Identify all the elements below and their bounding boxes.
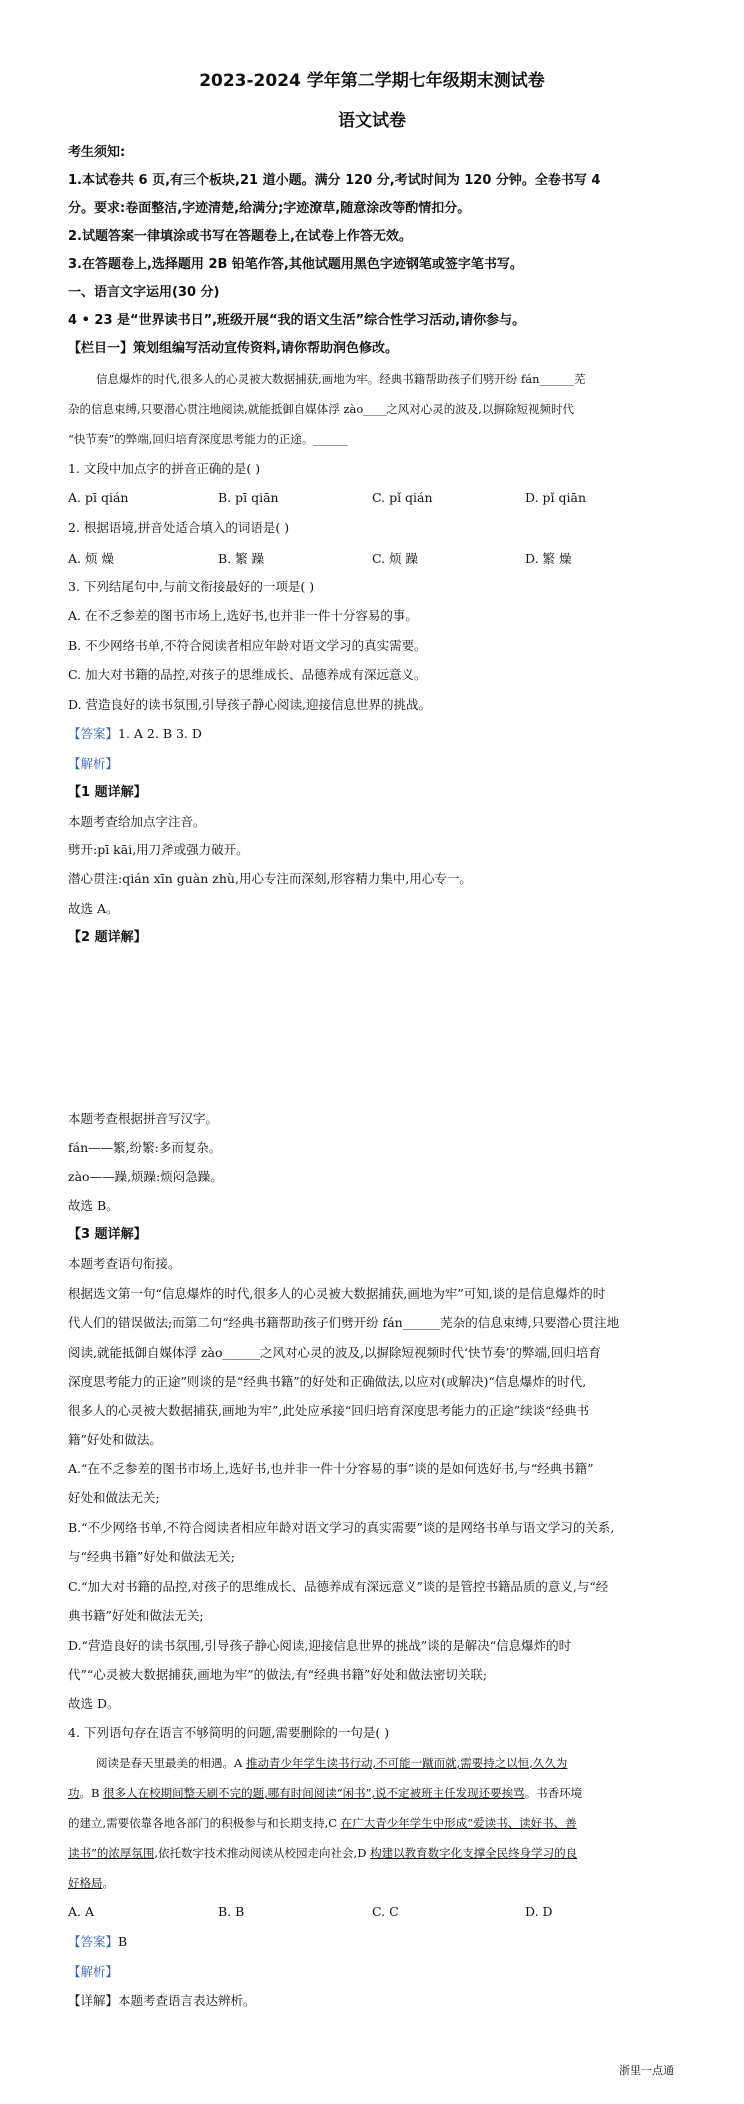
detail-4: 【详解】本题考查语言表达辨析。 xyxy=(68,1993,256,2008)
notice-line-1: 1.本试卷共 6 页,有三个板块,21 道小题。满分 120 分,考试时间为 120 分钟。全卷书写 4 xyxy=(68,173,601,188)
detail-3-line-15: 代”“心灵被大数据捕获,画地为牢”的做法,有“经典书籍”好处和做法密切关联; xyxy=(68,1667,488,1682)
detail-3-line-6: 很多人的心灵被大数据捕获,画地为牢”,此处应承接“回归培育深度思考能力的正途”续谈“经典书 xyxy=(68,1403,590,1418)
q2-option-a: A. 烦 燥 xyxy=(68,551,114,566)
activity-intro: 4 • 23 是“世界读书日”,班级开展“我的语文生活”综合性学习活动,请你参与。 xyxy=(68,313,526,328)
q3-stem: 3. 下列结尾句中,与前文衔接最好的一项是( ) xyxy=(68,579,315,594)
q1-option-a: A. pī qián xyxy=(68,490,129,505)
detail-2-line-3: zào——躁,烦躁:烦闷急躁。 xyxy=(68,1169,223,1184)
q1-option-b: B. pī qiān xyxy=(218,490,279,505)
q4-sentence-a-end: 功 xyxy=(68,1786,80,1800)
detail-3-line-13: 典书籍”好处和做法无关; xyxy=(68,1608,204,1623)
detail-3-line-3: 代人们的错误做法;而第二句“经典书籍帮助孩子们劈开纷 fán______芜杂的信息束缚,只要潜心贯注地 xyxy=(68,1315,620,1330)
q4-p5-plain: 。 xyxy=(102,1876,114,1890)
detail-3-line-16: 故选 D。 xyxy=(68,1696,120,1711)
detail-2-heading: 【2 题详解】 xyxy=(68,930,147,945)
answer-4-label: 【答案】 xyxy=(68,1934,119,1949)
q4-stem: 4. 下列语句存在语言不够简明的问题,需要删除的一句是( ) xyxy=(68,1725,390,1740)
q4-sentence-d-end: 好格局 xyxy=(68,1876,103,1890)
footer-brand: 浙里一点通 xyxy=(619,2064,674,2077)
detail-1-heading: 【1 题详解】 xyxy=(68,785,147,800)
q1-stem: 1. 文段中加点字的拼音正确的是( ) xyxy=(68,461,261,476)
detail-1-line-2: 劈开:pī kāi,用刀斧或强力破开。 xyxy=(68,842,249,857)
q4-p2-plain: 。B xyxy=(79,1786,104,1800)
notice-line-3: 2.试题答案一律填涂或书写在答题卷上,在试卷上作答无效。 xyxy=(68,229,412,244)
q4-option-b: B. B xyxy=(218,1904,245,1919)
q4-p4-plain: ,依托数字技术推动阅读从校园走向社会,D xyxy=(154,1846,371,1860)
detail-3-line-7: 籍”好处和做法。 xyxy=(68,1432,162,1447)
q4-sentence-b: 很多人在校期间整天刷不完的题,哪有时间阅读“闲书”,说不定被班主任发现还要挨骂 xyxy=(103,1786,525,1800)
q4-sentence-d: 构建以教育数字化支撑全民终身学习的良 xyxy=(370,1846,578,1860)
q4-p2-tail: 。书香环境 xyxy=(524,1786,583,1800)
answer-text: 1. A 2. B 3. D xyxy=(118,726,202,741)
q4-passage-line-3 xyxy=(68,1814,688,1832)
notice-line-4: 3.在答题卷上,选择题用 2B 铅笔作答,其他试题用黑色字迹钢笔或签字笔书写。 xyxy=(68,257,523,272)
notice-heading: 考生须知: xyxy=(68,145,126,160)
detail-3-line-11: 与“经典书籍”好处和做法无关; xyxy=(68,1549,235,1564)
q4-sentence-a: 推动青少年学生读书行动,不可能一蹴而就,需要持之以恒,久久为 xyxy=(245,1756,568,1770)
q4-sentence-c-end: 读书”的浓厚氛围 xyxy=(68,1846,155,1860)
q2-option-b: B. 繁 躁 xyxy=(218,551,265,566)
detail-1-line-1: 本题考查给加点字注音。 xyxy=(68,814,206,829)
detail-3-line-8: A.“在不乏参差的图书市场上,选好书,也并非一件十分容易的事”谈的是如何选好书,与“经典书籍” xyxy=(68,1461,594,1476)
q3-option-d: D. 营造良好的读书氛围,引导孩子静心阅读,迎接信息世界的挑战。 xyxy=(68,697,431,712)
passage-line-2: 杂的信息束缚,只要潜心贯注地阅读,就能抵御自媒体浮 zào____之风对心灵的波及,以摒除短视频时代 xyxy=(68,402,574,416)
answer-4 xyxy=(68,1933,688,1951)
q4-option-d: D. D xyxy=(525,1904,553,1919)
detail-3-line-1: 本题考查语句衔接。 xyxy=(68,1256,181,1271)
detail-2-line-2: fán——繁,纷繁:多而复杂。 xyxy=(68,1140,222,1155)
detail-3-line-9: 好处和做法无关; xyxy=(68,1490,160,1505)
q3-option-c: C. 加大对书籍的品控,对孩子的思维成长、品德养成有深远意义。 xyxy=(68,667,427,682)
q4-option-c: C. C xyxy=(372,1904,399,1919)
q4-sentence-c: 在广大青少年学生中形成“爱读书、读好书、善 xyxy=(340,1816,577,1830)
exam-subtitle: 语文试卷 xyxy=(338,111,406,131)
answer-1-3 xyxy=(68,725,688,743)
column-one-heading: 【栏目一】策划组编写活动宣传资料,请你帮助润色修改。 xyxy=(68,341,398,356)
q4-passage-line-1 xyxy=(96,1754,716,1772)
q3-option-b: B. 不少网络书单,不符合阅读者相应年龄对语文学习的真实需要。 xyxy=(68,638,427,653)
analysis-4-label: 【解析】 xyxy=(68,1964,119,1979)
detail-3-line-12: C.“加大对书籍的品控,对孩子的思维成长、品德养成有深远意义”谈的是管控书籍品质的意义,与“经 xyxy=(68,1579,609,1594)
q4-passage-line-4 xyxy=(68,1844,688,1862)
detail-3-heading: 【3 题详解】 xyxy=(68,1227,147,1242)
detail-1-line-4: 故选 A。 xyxy=(68,901,119,916)
detail-3-line-2: 根据选文第一句“信息爆炸的时代,很多人的心灵被大数据捕获,画地为牢”可知,谈的是信息爆炸的时 xyxy=(68,1286,606,1301)
detail-3-line-10: B.“不少网络书单,不符合阅读者相应年龄对语文学习的真实需要”谈的是网络书单与语文学习的关系, xyxy=(68,1520,615,1535)
passage-line-3: “快节奏”的弊端,回归培育深度思考能力的正途。______ xyxy=(68,432,348,446)
detail-3-line-4: 阅读,就能抵御自媒体浮 zào______之风对心灵的波及,以摒除短视频时代‘快节奏’的弊端,回归培育 xyxy=(68,1345,601,1360)
detail-2-line-4: 故选 B。 xyxy=(68,1198,119,1213)
q4-option-a: A. A xyxy=(68,1904,95,1919)
q4-p3-plain: 的建立,需要依靠各地各部门的积极参与和长期支持,C xyxy=(68,1816,341,1830)
analysis-label: 【解析】 xyxy=(68,756,119,771)
q1-option-c: C. pǐ qián xyxy=(372,490,433,505)
detail-1-line-3: 潜心贯注:qián xīn guàn zhù,用心专注而深刻,形容精力集中,用心专一。 xyxy=(68,871,472,886)
q3-option-a: A. 在不乏参差的图书市场上,选好书,也并非一件十分容易的事。 xyxy=(68,608,418,623)
detail-2-line-1: 本题考查根据拼音写汉字。 xyxy=(68,1111,219,1126)
q4-passage-line-5 xyxy=(68,1874,688,1892)
q2-option-c: C. 烦 躁 xyxy=(372,551,419,566)
answer-4-text: B xyxy=(118,1934,128,1949)
q1-option-d: D. pǐ qiān xyxy=(525,490,586,505)
q4-passage-line-2 xyxy=(68,1784,688,1802)
answer-label: 【答案】 xyxy=(68,726,119,741)
q4-p1-plain: 阅读是春天里最美的相遇。A xyxy=(96,1756,246,1770)
section-heading: 一、语言文字运用(30 分) xyxy=(68,285,220,300)
q2-stem: 2. 根据语境,拼音处适合填入的词语是( ) xyxy=(68,520,290,535)
detail-3-line-5: 深度思考能力的正途”则谈的是“经典书籍”的好处和正确做法,以应对(或解决)“信息爆炸的时代, xyxy=(68,1374,587,1389)
q2-option-d: D. 繁 燥 xyxy=(525,551,572,566)
exam-title: 2023-2024 学年第二学期七年级期末测试卷 xyxy=(199,71,545,91)
passage-line-1: 信息爆炸的时代,很多人的心灵被大数据捕获,画地为牢。经典书籍帮助孩子们劈开纷 fán______芜 xyxy=(96,372,586,386)
notice-line-2: 分。要求:卷面整洁,字迹清楚,给满分;字迹潦草,随意涂改等酌情扣分。 xyxy=(68,201,471,216)
detail-3-line-14: D.“营造良好的读书氛围,引导孩子静心阅读,迎接信息世界的挑战”谈的是解决“信息爆炸的时 xyxy=(68,1638,572,1653)
